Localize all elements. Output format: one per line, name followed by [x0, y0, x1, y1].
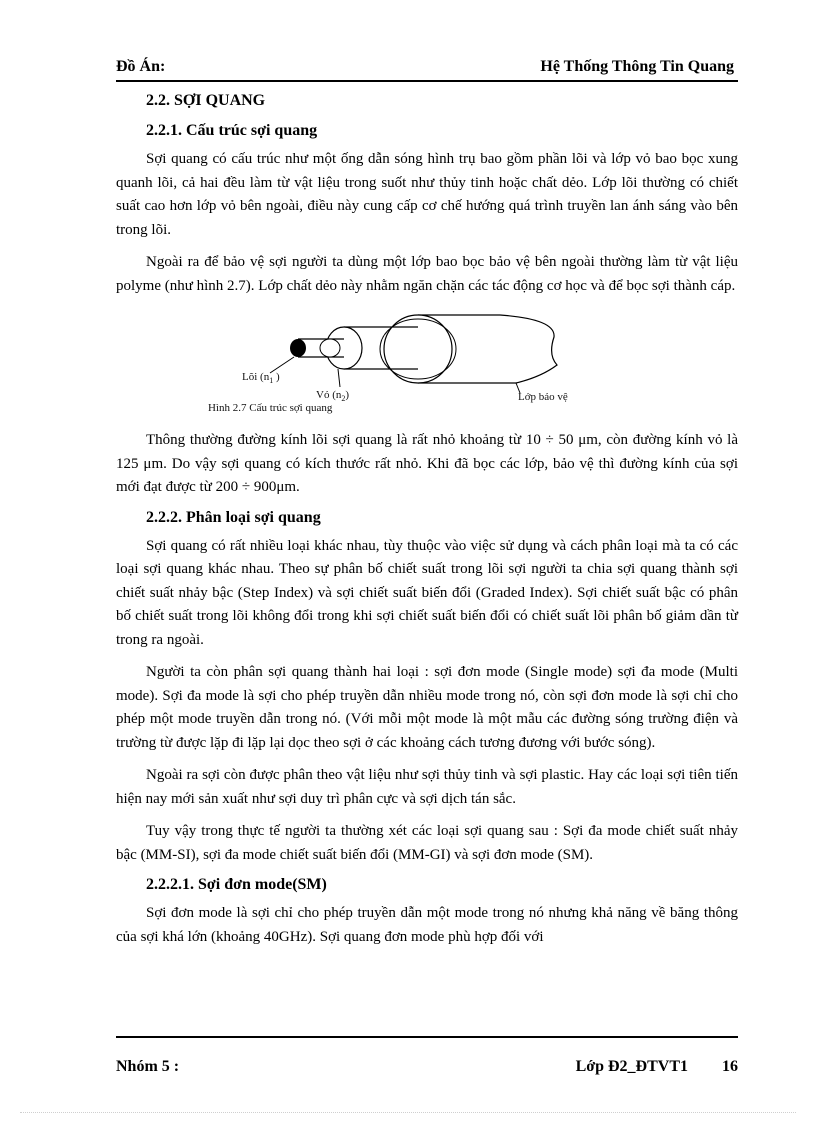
footer-group: Nhóm 5 :	[116, 1058, 180, 1075]
paragraph: Ngoài ra sợi còn được phân theo vật liệu như sợi thủy tinh và sợi plastic. Hay các loại sợi tiên tiến hiện nay mới sản xuất như sợi duy trì phân cực và sợi dịch tán sắc.	[116, 767, 738, 807]
fiber-diagram	[116, 307, 738, 417]
page-edge-divider	[20, 1112, 796, 1113]
page-footer	[116, 1036, 738, 1075]
header-right: Hệ Thống Thông Tin Quang	[540, 58, 734, 75]
section-title: 2.2. SỢI QUANG	[146, 92, 266, 109]
coating-label: Lớp bảo vệ	[518, 391, 568, 403]
paragraph: Ngoài ra để bảo vệ sợi người ta dùng một lớp bao bọc bảo vệ bên ngoài thường làm từ vật liệu polyme (như hình 2.7). Lớp chất dẻo này nhằm ngăn chặn các tác động cơ học và để bọc sợi thành cáp.	[116, 254, 738, 294]
core-label: Lõi ($n_1$ )	[242, 371, 280, 386]
paragraph: Sợi quang có rất nhiều loại khác nhau, tùy thuộc vào việc sử dụng và cách phân loại mà ta có các loại sợi quang khác nhau. Theo sự phân bố chiết suất trong lõi sợi người ta chia sợi quang thành sợi chiết suất nhảy bậc (Step Index) và sợi chiết suất biến đổi (Graded Index). Sợi chiết suất bậc có phân bố chiết suất trong lõi không đổi trong khi sợi chiết suất biến đổi có chiết suất lõi phân bố giảm dần từ trong ra ngoài.	[116, 537, 738, 648]
paragraph: Người ta còn phân sợi quang thành hai loại : sợi đơn mode (Single mode) sợi đa mode (Multi mode). Sợi đa mode là sợi cho phép truyền dẫn nhiều mode trong nó, còn sợi đơn mode là sợi chỉ cho phép một mode truyền dẫn trong nó. (Với mỗi một mode là một mẫu các đường sóng trường điện và trường từ được lặp đi lặp lại dọc theo sợi ở các khoảng cách tương đương với bước sóng).	[116, 664, 738, 751]
fiber-structure-figure	[116, 307, 738, 417]
cladding-label: Vỏ $(n_2)$	[316, 389, 350, 404]
page-number: 16	[722, 1058, 738, 1075]
subsection-title-single-mode: 2.2.2.1. Sợi đơn mode(SM)	[146, 876, 327, 893]
paragraph: Sợi quang có cấu trúc như một ống dẫn sóng hình trụ bao gồm phần lõi và lớp vỏ bao bọc xung quanh lõi, cả hai đều làm từ vật liệu trong suốt như thủy tinh hoặc chất dẻo. Lớp lõi thường có chiết suất cao hơn lớp vỏ bên ngoài, điều này cung cấp cơ chế hướng quá trình truyền lan ánh sáng vào bên trong lõi.	[116, 151, 738, 238]
paragraph: Sợi đơn mode là sợi chỉ cho phép truyền dẫn một mode trong nó nhưng khả năng về băng thông của sợi khá lớn (khoảng 40GHz). Sợi quang đơn mode phù hợp đối với	[116, 905, 738, 945]
figure-caption: Hình 2.7 Cấu trúc sợi quang	[208, 402, 333, 414]
footer-right	[576, 1058, 738, 1076]
footer-class: Lớp Đ2_ĐTVT1	[575, 1058, 688, 1075]
paragraph: Thông thường đường kính lõi sợi quang là rất nhỏ khoảng từ 10 ÷ 50 μm, còn đường kính vỏ là 125 μm. Do vậy sợi quang có kích thước rất nhỏ. Khi đã bọc các lớp, bảo vệ thì đường kính của sợi mới đạt được từ 200 ÷ 900μm.	[116, 432, 738, 495]
page-content	[116, 88, 738, 958]
page-header	[116, 58, 738, 82]
subsection-title-classification: 2.2.2. Phân loại sợi quang	[146, 508, 321, 526]
paragraph: Tuy vậy trong thực tế người ta thường xét các loại sợi quang sau : Sợi đa mode chiết suất nhảy bậc (MM-SI), sợi đa mode chiết suất biến đổi (MM-GI) và sợi đơn mode (SM).	[116, 823, 738, 863]
header-left: Đồ Án:	[116, 58, 166, 75]
subsection-title-structure: 2.2.1. Cấu trúc sợi quang	[146, 122, 318, 139]
